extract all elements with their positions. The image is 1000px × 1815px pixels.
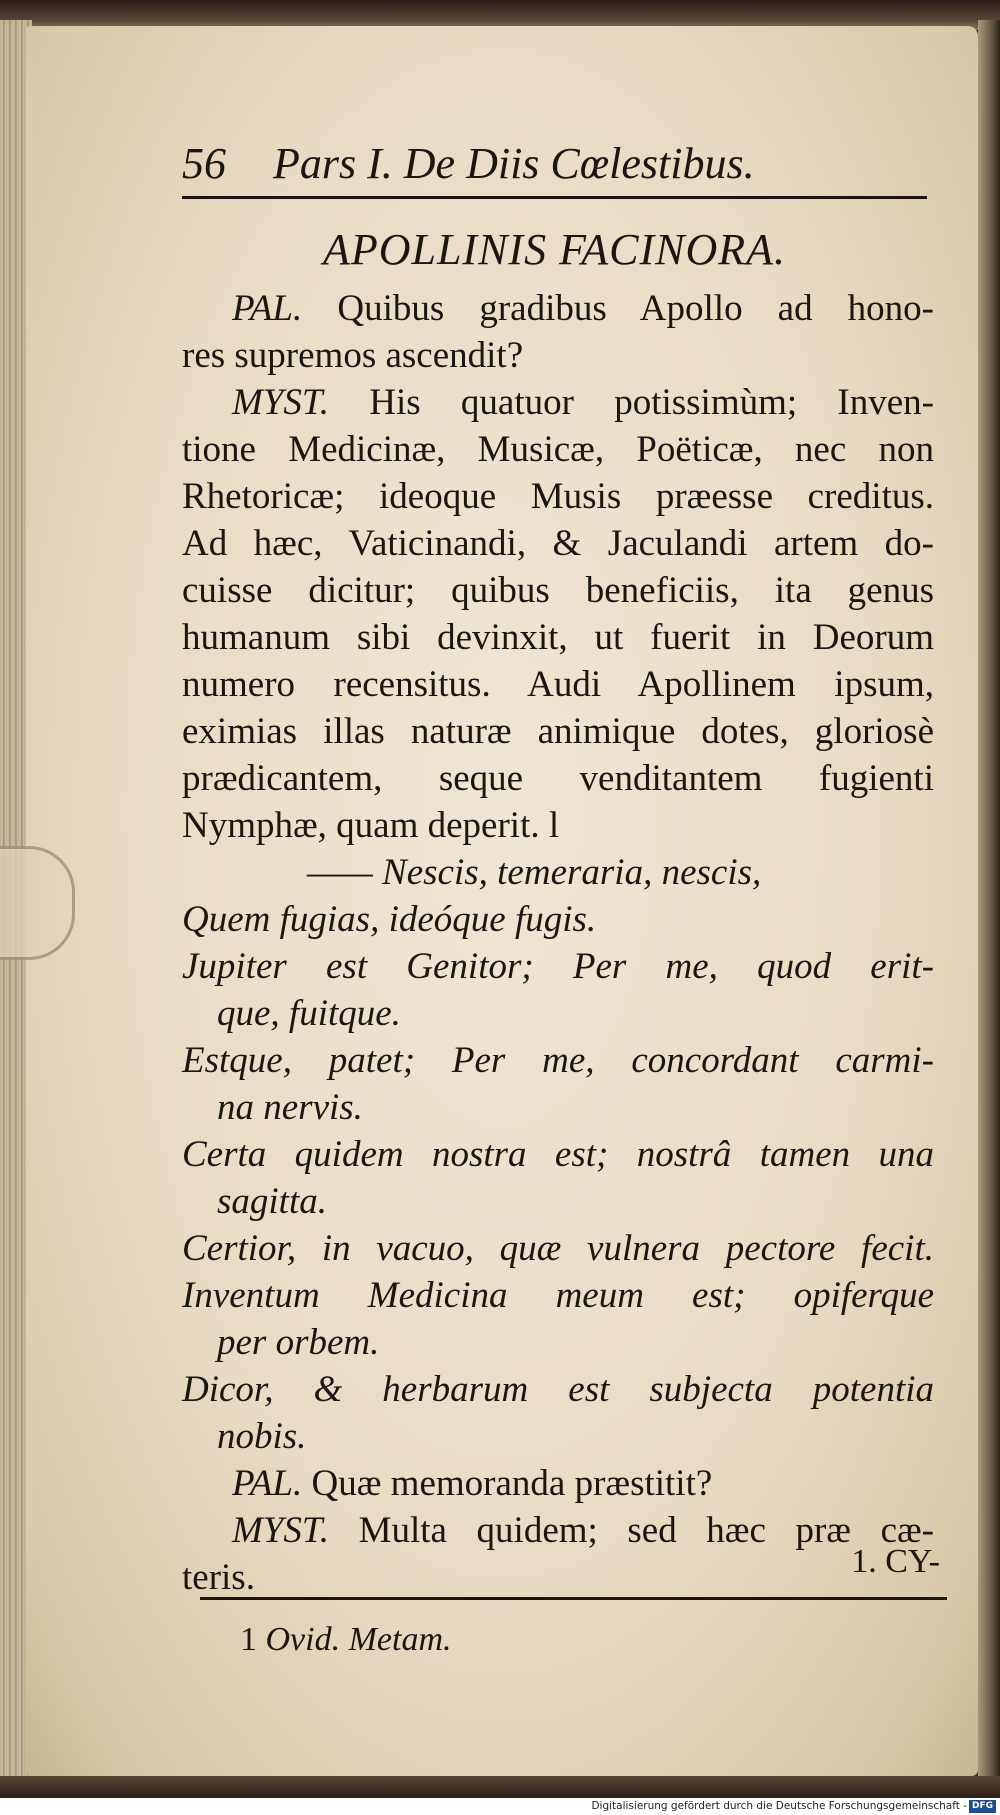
- text-line: tione Medicinæ, Musicæ, Poëticæ, nec non: [182, 429, 934, 470]
- line-text: Multa quidem; sed hæc præ cæ-: [358, 1510, 934, 1551]
- text-line: [182, 285, 934, 332]
- text-line: Rhetoricæ; ideoque Musis præesse creditus.: [182, 476, 934, 517]
- text-line: teris.: [182, 1557, 255, 1598]
- text-line: [182, 1460, 934, 1507]
- verse-line: Certior, in vacuo, quæ vulnera pectore fecit.: [182, 1228, 934, 1269]
- footnote-rule: [200, 1597, 947, 1600]
- speaker-label: PAL.: [232, 288, 303, 329]
- dfg-logo: DFG: [969, 1800, 996, 1813]
- running-header: [182, 140, 932, 188]
- footnote-reference: Ovid. Metam.: [265, 1621, 452, 1658]
- speaker-label: MYST.: [232, 1510, 329, 1551]
- footnote-marker: 1: [240, 1621, 257, 1658]
- text-line: cuisse dicitur; quibus beneficiis, ita genus: [182, 570, 934, 611]
- text-line: res supremos ascendit?: [182, 335, 524, 376]
- funding-notice: Digitalisierung gefördert durch die Deutsche Forschungsgemeinschaft -: [591, 1800, 967, 1812]
- verse-line: —— Nescis, temeraria, nescis,: [307, 852, 762, 893]
- verse-line: Quem fugias, ideóque fugis.: [182, 899, 597, 940]
- line-text: His quatuor potissimùm; Inven-: [369, 382, 934, 423]
- page-edges-right: [978, 20, 1000, 1780]
- verse-line: que, fuitque.: [217, 993, 401, 1034]
- text-line: [182, 379, 934, 426]
- header-rule: [182, 196, 927, 199]
- verse-line: nobis.: [217, 1416, 307, 1457]
- page-clasp-shadow: [0, 846, 75, 960]
- line-text: Quæ memoranda præstitit?: [311, 1463, 713, 1504]
- speaker-label: PAL.: [232, 1463, 303, 1504]
- text-line: eximias illas naturæ animique dotes, gloriosè: [182, 711, 934, 752]
- catchword: 1. CY-: [851, 1543, 940, 1580]
- section-title: APOLLINIS FACINORA.: [322, 225, 787, 274]
- verse-line: Estque, patet; Per me, concordant carmi-: [182, 1040, 934, 1081]
- verse-line: Certa quidem nostra est; nostrâ tamen una: [182, 1134, 934, 1175]
- speaker-label: MYST.: [232, 382, 329, 423]
- page-number: 56: [182, 139, 226, 188]
- line-text: Quibus gradibus Apollo ad hono-: [337, 288, 935, 329]
- text-line: prædicantem, seque venditantem fugienti: [182, 758, 934, 799]
- text-line: Nymphæ, quam deperit. l: [182, 805, 560, 846]
- text-line: numero recensitus. Audi Apollinem ipsum,: [182, 664, 934, 705]
- main-text: [182, 285, 934, 1601]
- text-line: Ad hæc, Vaticinandi, & Jaculandi artem do-: [182, 523, 934, 564]
- running-title: Pars I. De Diis Cœlestibus.: [273, 139, 755, 188]
- digitization-footer: [0, 1798, 1000, 1815]
- book-edge-bottom: [0, 1776, 1000, 1798]
- verse-line: per orbem.: [217, 1322, 380, 1363]
- verse-line: na nervis.: [217, 1087, 363, 1128]
- text-line: humanum sibi devinxit, ut fuerit in Deorum: [182, 617, 934, 658]
- verse-line: Inventum Medicina meum est; opiferque: [182, 1275, 934, 1316]
- footnote: [240, 1618, 840, 1662]
- verse-line: Dicor, & herbarum est subjecta potentia: [182, 1369, 934, 1410]
- verse-line: sagitta.: [217, 1181, 327, 1222]
- verse-line: Jupiter est Genitor; Per me, quod erit-: [182, 946, 934, 987]
